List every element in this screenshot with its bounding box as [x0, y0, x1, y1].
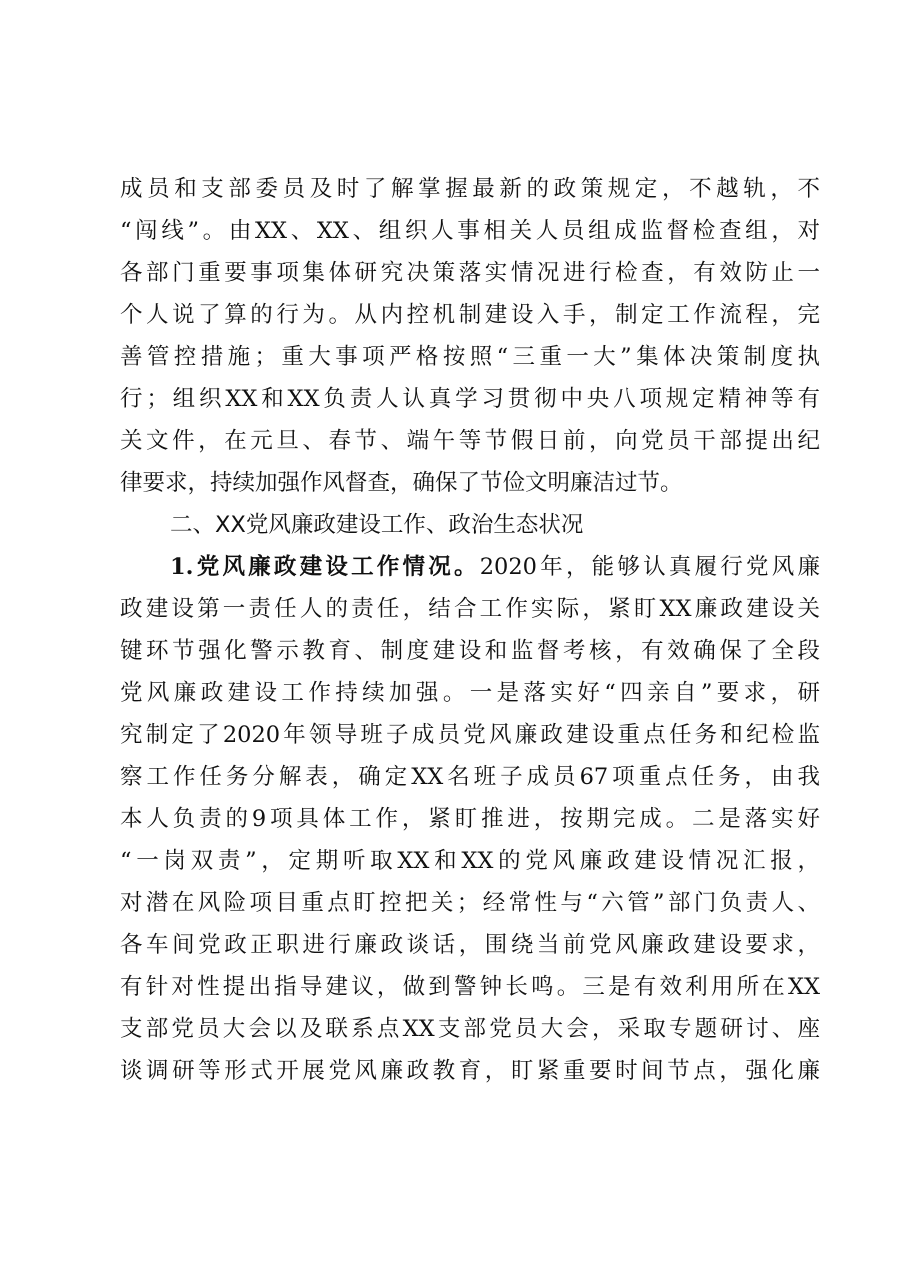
text-line: 究制定了2020年领导班子成员党风廉政建设重点任务和纪检监: [120, 722, 820, 748]
text-line: 行；组织XX和XX负责人认真学习贯彻中央八项规定精神等有: [120, 386, 820, 412]
paragraph-lead-rest: 2020年，能够认真履行党风廉: [479, 554, 820, 580]
paragraph-lead: 1.党风廉政建设工作情况。: [170, 554, 480, 580]
text-line: 成员和支部委员及时了解掌握最新的政策规定，不越轨，不: [120, 176, 820, 202]
text-line: 关文件，在元旦、春节、端午等节假日前，向党员干部提出纪: [120, 428, 820, 454]
text-line: 有针对性提出指导建议，做到警钟长鸣。三是有效利用所在XX: [120, 974, 820, 1000]
text-line: 察工作任务分解表，确定XX名班子成员67项重点任务，由我: [120, 764, 820, 790]
text-line: 律要求，持续加强作风督查，确保了节俭文明廉洁过节。: [120, 470, 683, 496]
text-line: 各车间党政正职进行廉政谈话，围绕当前党风廉政建设要求，: [120, 932, 820, 958]
text-line: 谈调研等形式开展党风廉政教育，盯紧重要时间节点，强化廉: [120, 1058, 820, 1084]
text-line: 支部党员大会以及联系点XX支部党员大会，采取专题研讨、座: [120, 1016, 820, 1042]
text-line: 善管控措施；重大事项严格按照“三重一大”集体决策制度执: [120, 344, 820, 370]
paragraph-2: [120, 546, 820, 1092]
text-line: 党风廉政建设工作持续加强。一是落实好“四亲自”要求，研: [120, 680, 820, 706]
text-line: “闯线”。由XX、XX、组织人事相关人员组成监督检查组，对: [120, 218, 820, 244]
text-line: 键环节强化警示教育、制度建设和监督考核，有效确保了全段: [120, 638, 820, 664]
text-line: 各部门重要事项集体研究决策落实情况进行检查，有效防止一: [120, 260, 820, 286]
document-body: [120, 168, 820, 1092]
text-line: 本人负责的9项具体工作，紧盯推进，按期完成。二是落实好: [120, 806, 820, 832]
text-line: 对潜在风险项目重点盯控把关；经常性与“六管”部门负责人、: [120, 890, 820, 916]
text-line: 政建设第一责任人的责任，结合工作实际，紧盯XX廉政建设关: [120, 596, 820, 622]
text-line: “一岗双责”，定期听取XX和XX的党风廉政建设情况汇报，: [120, 848, 820, 874]
text-line-first: [120, 546, 820, 588]
text-line: 个人说了算的行为。从内控机制建设入手，制定工作流程，完: [120, 302, 820, 328]
section-heading: 二、XX党风廉政建设工作、政治生态状况: [170, 512, 584, 538]
paragraph-1: [120, 168, 820, 504]
